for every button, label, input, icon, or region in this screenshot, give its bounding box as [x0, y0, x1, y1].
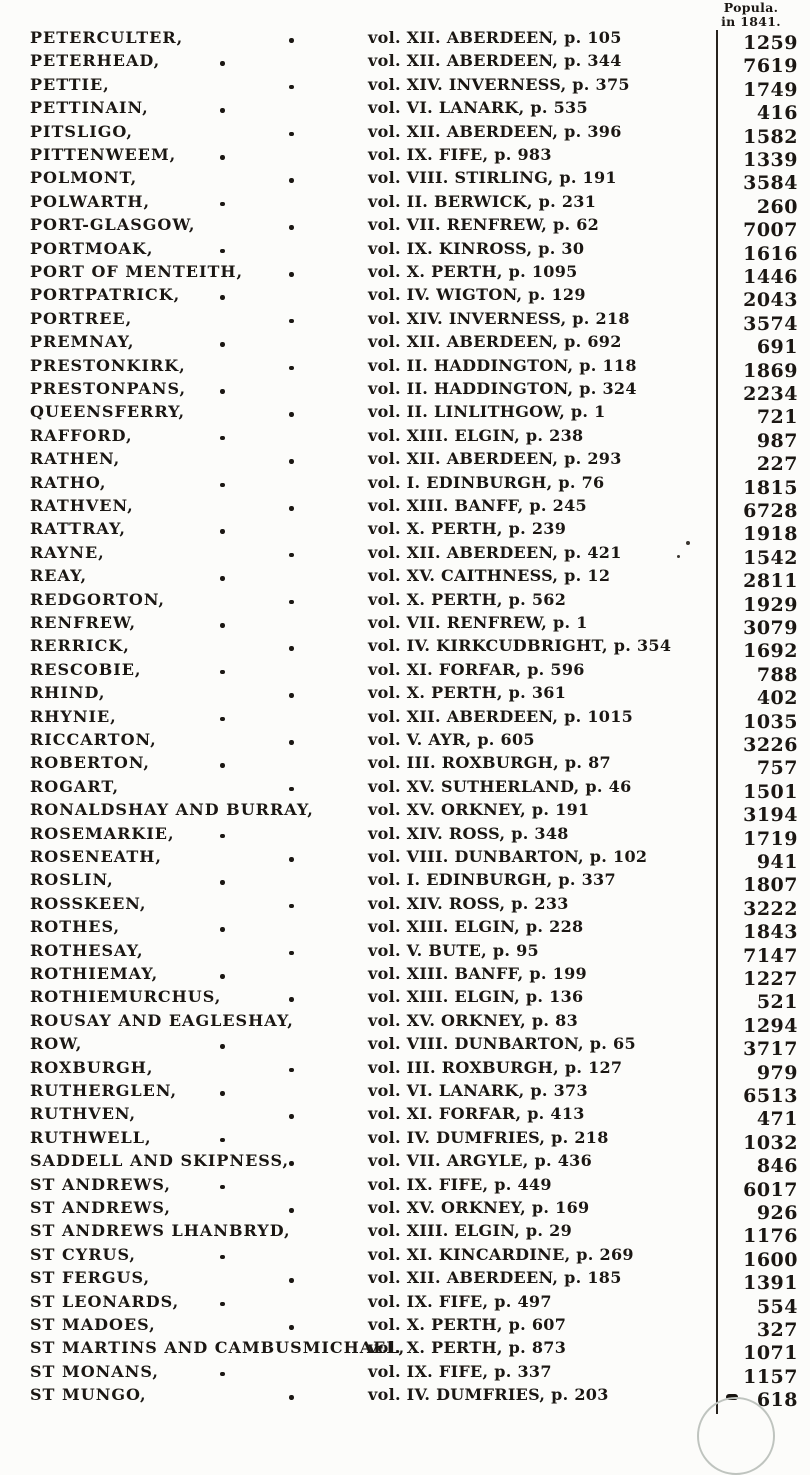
population-value: 2234	[743, 383, 798, 405]
population-value: 3194	[743, 804, 798, 827]
population-value: 402	[756, 687, 798, 710]
parish-name: PORTMOAK,	[30, 238, 154, 258]
parish-name: ST MUNGO,	[30, 1385, 147, 1405]
table-row	[0, 940, 810, 967]
population-value: 6513	[743, 1085, 798, 1107]
volume-reference: vol. IV. KIRKCUDBRIGHT, p. 354	[368, 636, 672, 656]
table-row	[0, 308, 810, 335]
volume-reference: vol. VII. RENFREW, p. 1	[368, 613, 588, 632]
table-row	[0, 238, 810, 265]
population-value: 1749	[743, 78, 798, 101]
table-row	[0, 355, 810, 382]
table-row	[0, 214, 810, 242]
population-value: 6017	[743, 1178, 798, 1201]
table-row	[0, 916, 810, 944]
dot-leader	[289, 412, 294, 417]
population-value: 846	[756, 1155, 798, 1178]
population-value: 7619	[743, 55, 798, 78]
volume-reference: vol. XII. ABERDEEN, p. 185	[368, 1268, 622, 1288]
population-value: 691	[756, 336, 798, 359]
dot-leader	[220, 249, 225, 254]
dot-leader	[289, 1395, 294, 1400]
volume-reference: vol. IX. FIFE, p. 497	[368, 1291, 552, 1311]
volume-reference: vol. IV. WIGTON, p. 129	[368, 285, 586, 305]
dot-leader	[289, 38, 294, 43]
table-row	[0, 589, 810, 616]
table-row	[0, 1337, 810, 1365]
table-row	[0, 425, 810, 452]
table-row	[0, 284, 810, 312]
dot-leader	[289, 1278, 294, 1283]
volume-reference: vol. VIII. STIRLING, p. 191	[368, 168, 617, 188]
parish-name: PORTPATRICK,	[30, 285, 181, 305]
dot-leader	[220, 763, 225, 768]
population-value: 1542	[743, 546, 798, 569]
volume-reference: vol. XIII. ELGIN, p. 29	[368, 1221, 573, 1241]
table-row	[0, 1244, 810, 1271]
population-value: 6728	[743, 500, 798, 522]
volume-reference: vol. XII. ABERDEEN, p. 396	[368, 121, 622, 141]
dot-leader	[220, 927, 225, 932]
volume-reference: vol. XIII. ELGIN, p. 228	[368, 917, 584, 937]
volume-reference: vol. IX. FIFE, p. 337	[368, 1361, 552, 1381]
parish-name: ROTHESAY,	[30, 940, 144, 960]
population-value: 227	[756, 453, 798, 476]
table-row	[0, 448, 810, 476]
volume-reference: vol. IX. KINROSS, p. 30	[368, 238, 585, 258]
table-row	[0, 1103, 810, 1131]
population-value: 1339	[743, 149, 798, 171]
dot-leader	[289, 1114, 294, 1119]
parish-name: PORT-GLASGOW,	[30, 215, 196, 235]
dot-leader	[220, 974, 225, 979]
dot-leader	[220, 61, 225, 66]
population-value: 327	[756, 1319, 798, 1341]
dot-leader	[220, 717, 225, 722]
table-row	[0, 893, 810, 920]
population-value: 1807	[743, 874, 798, 897]
dot-leader	[289, 600, 294, 605]
population-value: 987	[756, 429, 798, 452]
volume-reference: vol. XII. ABERDEEN, p. 421	[368, 542, 622, 562]
parish-name: REDGORTON,	[30, 589, 165, 609]
table-row	[0, 331, 810, 359]
table-row	[0, 823, 810, 850]
volume-reference: vol. XV. CAITHNESS, p. 12	[368, 566, 611, 586]
population-value: 1616	[743, 242, 798, 265]
volume-reference: vol. VIII. DUNBARTON, p. 65	[368, 1034, 636, 1054]
dot-leader	[220, 834, 225, 839]
dot-leader	[220, 1372, 225, 1377]
volume-reference: vol. XII. ABERDEEN, p. 1015	[368, 706, 634, 726]
population-value: 1071	[743, 1342, 798, 1365]
parish-name: QUEENSFERRY,	[30, 402, 186, 422]
dot-leader	[220, 483, 225, 488]
table-row	[0, 542, 810, 569]
volume-reference: vol. XII. ABERDEEN, p. 692	[368, 332, 622, 352]
volume-reference: vol. III. ROXBURGH, p. 87	[368, 753, 611, 773]
population-value: 471	[756, 1108, 798, 1131]
volume-reference: vol. X. PERTH, p. 1095	[368, 262, 578, 281]
table-row	[0, 1197, 810, 1224]
table-row	[0, 752, 810, 780]
volume-reference: vol. XI. FORFAR, p. 596	[368, 659, 585, 679]
population-value: 3717	[743, 1038, 798, 1061]
dot-leader	[220, 389, 225, 394]
dot-leader	[289, 997, 294, 1002]
parish-name: PORTREE,	[30, 308, 133, 328]
parish-name: RATTRAY,	[30, 519, 126, 539]
parish-name: REAY,	[30, 566, 88, 586]
population-value: 1815	[743, 476, 798, 499]
parish-name: ST LEONARDS,	[30, 1291, 180, 1311]
dot-leader	[220, 1255, 225, 1260]
parish-name: RERRICK,	[30, 636, 130, 656]
parish-name: ST MADOES,	[30, 1315, 156, 1334]
volume-reference: vol. XV. ORKNEY, p. 191	[368, 800, 590, 820]
parish-name: ST FERGUS,	[30, 1268, 151, 1288]
volume-reference: vol. V. BUTE, p. 95	[368, 940, 539, 960]
volume-reference: vol. XII. ABERDEEN, p. 293	[368, 449, 622, 469]
volume-reference: vol. I. EDINBURGH, p. 76	[368, 472, 605, 492]
volume-reference: vol. XV. ORKNEY, p. 169	[368, 1198, 590, 1217]
volume-reference: vol. X. PERTH, p. 361	[368, 683, 567, 703]
parish-name: ST MARTINS AND CAMBUSMICHAEL,	[30, 1338, 406, 1358]
parish-name: RENFREW,	[30, 613, 137, 632]
volume-reference: vol. V. AYR, p. 605	[368, 730, 535, 749]
dot-leader	[220, 295, 225, 300]
parish-name: RESCOBIE,	[30, 659, 142, 679]
parish-name: RATHEN,	[30, 449, 121, 469]
parish-name: PREMNAY,	[30, 332, 135, 352]
dot-leader	[220, 202, 225, 207]
dot-leader	[289, 787, 294, 792]
dot-leader	[289, 1161, 294, 1166]
dot-leader	[289, 272, 294, 277]
volume-reference: vol. II. HADDINGTON, p. 324	[368, 379, 637, 398]
table-row	[0, 495, 810, 522]
population-value: 260	[756, 195, 798, 218]
parish-name: RATHO,	[30, 472, 107, 492]
population-value: 7147	[743, 944, 798, 967]
table-row	[0, 1010, 810, 1037]
population-value: 3584	[743, 172, 798, 195]
table-row	[0, 261, 810, 288]
parish-name: ROGART,	[30, 776, 120, 796]
table-row	[0, 846, 810, 873]
table-row	[0, 97, 810, 125]
volume-reference: vol. VI. LANARK, p. 373	[368, 1081, 588, 1100]
volume-reference: vol. XIII. BANFF, p. 245	[368, 496, 587, 515]
volume-reference: vol. III. ROXBURGH, p. 127	[368, 1057, 623, 1077]
population-value: 1259	[743, 32, 798, 54]
parish-name: ROXBURGH,	[30, 1057, 154, 1077]
google-watermark-arc	[697, 1397, 775, 1475]
population-value: 618	[756, 1389, 798, 1412]
dot-leader	[220, 880, 225, 885]
parish-name: PETTIE,	[30, 74, 110, 94]
population-value: 1501	[743, 780, 798, 803]
volume-reference: vol. XI. FORFAR, p. 413	[368, 1104, 585, 1124]
table-row	[0, 729, 810, 756]
volume-reference: vol. X. PERTH, p. 239	[368, 519, 567, 539]
parish-name: ST CYRUS,	[30, 1244, 136, 1264]
dot-leader	[289, 178, 294, 183]
volume-reference: vol. XIV. INVERNESS, p. 218	[368, 308, 630, 328]
table-row	[0, 565, 810, 593]
table-row	[0, 472, 810, 499]
parish-name: RONALDSHAY AND BURRAY,	[30, 800, 314, 820]
parish-name: RHYNIE,	[30, 706, 117, 726]
dot-leader	[220, 529, 225, 534]
volume-reference: vol. XI. KINCARDINE, p. 269	[368, 1244, 634, 1264]
population-value: 721	[756, 406, 798, 429]
volume-reference: vol. X. PERTH, p. 607	[368, 1315, 567, 1334]
table-row	[0, 869, 810, 897]
table-row	[0, 1220, 810, 1248]
parish-name: RAFFORD,	[30, 425, 133, 445]
dot-leader	[289, 506, 294, 511]
volume-reference: vol. II. BERWICK, p. 231	[368, 191, 597, 211]
table-row	[0, 1314, 810, 1341]
volume-reference: vol. I. EDINBURGH, p. 337	[368, 870, 616, 890]
parish-name: ST ANDREWS LHANBRYD,	[30, 1221, 291, 1241]
volume-reference: vol. VIII. DUNBARTON, p. 102	[368, 847, 648, 866]
population-value: 1582	[743, 125, 798, 148]
volume-reference: vol. IX. FIFE, p. 983	[368, 145, 552, 164]
parish-name: ROSEMARKIE,	[30, 823, 175, 843]
parish-name: ST ANDREWS,	[30, 1198, 171, 1217]
dot-leader	[289, 693, 294, 698]
table-row	[0, 144, 810, 171]
dot-leader	[289, 857, 294, 862]
table-row	[0, 378, 810, 405]
volume-reference: vol. VII. ARGYLE, p. 436	[368, 1151, 593, 1171]
population-value: 3079	[743, 617, 798, 639]
parish-name: ROBERTON,	[30, 753, 150, 773]
population-value: 1157	[743, 1365, 798, 1388]
population-value: 1719	[743, 827, 798, 850]
population-value: 1600	[743, 1248, 798, 1271]
population-value: 2811	[743, 570, 798, 593]
table-row	[0, 1267, 810, 1295]
parish-name: PITSLIGO,	[30, 121, 133, 141]
table-row	[0, 74, 810, 101]
dot-leader	[220, 1302, 225, 1307]
parish-name: POLMONT,	[30, 168, 138, 188]
volume-reference: vol. XIV. ROSS, p. 233	[368, 893, 569, 913]
dot-leader	[220, 1091, 225, 1096]
dot-leader	[220, 155, 225, 160]
parish-name: PRESTONPANS,	[30, 379, 187, 398]
table-row	[0, 121, 810, 148]
parish-name: PORT OF MENTEITH,	[30, 262, 244, 281]
table-row	[0, 167, 810, 195]
parish-name: ROTHIEMAY,	[30, 964, 159, 983]
volume-reference: vol. XII. ABERDEEN, p. 105	[368, 28, 622, 47]
population-value: 3226	[743, 734, 798, 756]
table-row	[0, 1361, 810, 1388]
population-value: 1294	[743, 1014, 798, 1037]
volume-reference: vol. XIV. ROSS, p. 348	[368, 823, 569, 843]
dot-leader	[289, 646, 294, 651]
parish-name: RAYNE,	[30, 542, 105, 562]
population-value: 1918	[743, 523, 798, 546]
parish-name: PETERCULTER,	[30, 28, 184, 47]
population-value: 7007	[743, 219, 798, 242]
table-row	[0, 635, 810, 663]
parish-name: ROTHES,	[30, 917, 121, 937]
dot-leader	[289, 225, 294, 230]
population-value: 1692	[743, 640, 798, 663]
dot-leader	[289, 1325, 294, 1330]
dot-leader	[220, 1185, 225, 1190]
table-row	[0, 1033, 810, 1061]
dot-leader	[289, 132, 294, 137]
volume-reference: vol. X. PERTH, p. 562	[368, 589, 567, 609]
parish-name: RATHVEN,	[30, 496, 134, 515]
population-value: 926	[756, 1202, 798, 1224]
table-row	[0, 1384, 810, 1412]
volume-reference: vol. XIII. BANFF, p. 199	[368, 964, 587, 983]
table-row	[0, 1080, 810, 1107]
population-value: 757	[756, 757, 798, 780]
table-row	[0, 1127, 810, 1154]
parish-name: RUTHERGLEN,	[30, 1081, 178, 1100]
parish-name: PETERHEAD,	[30, 51, 161, 71]
volume-reference: vol. IV. DUMFRIES, p. 218	[368, 1127, 609, 1147]
population-header-line2: in 1841.	[721, 14, 781, 29]
parish-name: RUTHWELL,	[30, 1127, 152, 1147]
population-value: 1176	[743, 1225, 798, 1248]
table-row	[0, 27, 810, 54]
volume-reference: vol. X. PERTH, p. 873	[368, 1338, 567, 1358]
parish-name: ROSSKEEN,	[30, 893, 147, 913]
parish-name: ST MONANS,	[30, 1361, 159, 1381]
dot-leader	[220, 576, 225, 581]
table-row	[0, 401, 810, 429]
population-value: 1035	[743, 710, 798, 733]
parish-name: ROSENEATH,	[30, 847, 162, 866]
dot-leader	[220, 436, 225, 441]
table-row	[0, 682, 810, 710]
population-header-line1: Popula.	[723, 0, 779, 15]
table-row	[0, 799, 810, 827]
table-row	[0, 1291, 810, 1318]
table-row	[0, 659, 810, 686]
parish-name: POLWARTH,	[30, 191, 151, 211]
volume-reference: vol. IV. DUMFRIES, p. 203	[368, 1385, 609, 1405]
population-value: 1869	[743, 359, 798, 382]
parish-name: RHIND,	[30, 683, 106, 703]
dot-leader	[220, 342, 225, 347]
table-row	[0, 986, 810, 1014]
table-row	[0, 1150, 810, 1178]
table-row	[0, 963, 810, 990]
population-value: 416	[756, 102, 798, 125]
table-row	[0, 191, 810, 218]
volume-reference: vol. XII. ABERDEEN, p. 344	[368, 51, 622, 71]
dot-leader	[289, 319, 294, 324]
population-value: 1446	[743, 266, 798, 288]
dot-leader	[289, 951, 294, 956]
parish-name: SADDELL AND SKIPNESS,	[30, 1151, 290, 1171]
population-value: 3574	[743, 312, 798, 335]
population-value: 521	[756, 991, 798, 1014]
dot-leader	[220, 623, 225, 628]
population-value: 1391	[743, 1272, 798, 1295]
table-row	[0, 518, 810, 546]
table-row	[0, 1174, 810, 1201]
parish-name: RUTHVEN,	[30, 1104, 137, 1124]
dot-leader	[220, 670, 225, 675]
dot-leader	[220, 108, 225, 113]
volume-reference: vol. XIII. ELGIN, p. 238	[368, 425, 584, 445]
population-value: 1843	[743, 921, 798, 944]
population-value: 941	[756, 851, 798, 873]
table-row	[0, 1057, 810, 1084]
parish-name: ST ANDREWS,	[30, 1174, 171, 1194]
dot-leader	[289, 366, 294, 371]
population-value: 2043	[743, 289, 798, 312]
volume-reference: vol. VI. LANARK, p. 535	[368, 98, 588, 118]
table-row	[0, 612, 810, 639]
dot-leader	[289, 553, 294, 558]
population-value: 1227	[743, 968, 798, 990]
parish-name: ROUSAY AND EAGLESHAY,	[30, 1010, 294, 1030]
parish-name: ROSLIN,	[30, 870, 114, 890]
dot-leader	[289, 85, 294, 90]
parish-name: PETTINAIN,	[30, 98, 149, 118]
volume-reference: vol. XV. ORKNEY, p. 83	[368, 1010, 579, 1030]
dot-leader	[220, 1044, 225, 1049]
volume-reference: vol. XIV. INVERNESS, p. 375	[368, 74, 630, 94]
parish-name: PRESTONKIRK,	[30, 355, 186, 375]
dot-leader	[220, 1138, 225, 1143]
parish-name: RICCARTON,	[30, 730, 157, 749]
population-value: 979	[756, 1061, 798, 1084]
table-row	[0, 776, 810, 803]
table-row	[0, 50, 810, 78]
dot-leader	[289, 459, 294, 464]
volume-reference: vol. XV. SUTHERLAND, p. 46	[368, 776, 632, 796]
volume-reference: vol. II. HADDINGTON, p. 118	[368, 355, 637, 375]
ink-speck	[686, 541, 690, 545]
population-value: 3222	[743, 897, 798, 920]
volume-reference: vol. VII. RENFREW, p. 62	[368, 215, 600, 235]
dot-leader	[289, 1068, 294, 1073]
parish-name: ROTHIEMURCHUS,	[30, 987, 222, 1007]
volume-reference: vol. II. LINLITHGOW, p. 1	[368, 402, 606, 422]
parish-name: PITTENWEEM,	[30, 145, 177, 164]
volume-reference: vol. XIII. ELGIN, p. 136	[368, 987, 584, 1007]
dot-leader	[289, 1208, 294, 1213]
population-value: 1929	[743, 593, 798, 616]
table-row	[0, 706, 810, 733]
parish-name: ROW,	[30, 1034, 83, 1054]
population-value: 788	[756, 663, 798, 686]
volume-reference: vol. IX. FIFE, p. 449	[368, 1174, 552, 1194]
dot-leader	[289, 904, 294, 909]
population-value: 554	[756, 1295, 798, 1318]
ink-speck	[677, 555, 680, 558]
population-value: 1032	[743, 1131, 798, 1154]
dot-leader	[289, 740, 294, 745]
